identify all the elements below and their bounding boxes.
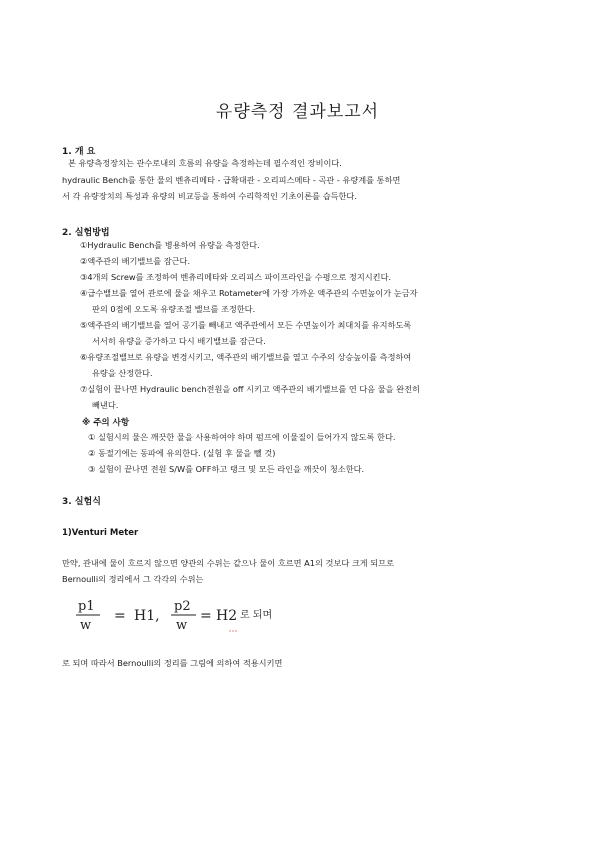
- overview-line: 본 유량측정장치는 관수로내의 흐름의 유량을 측정하는데 필수적인 장비이다.: [68, 158, 342, 168]
- eq-w1: w: [80, 618, 92, 633]
- document-title: 유량측정 결과보고서: [215, 102, 380, 122]
- method-heading: 2. 실험방법: [62, 228, 110, 238]
- method-step-cont: 판의 0점에 오도록 유량조절 밸브를 조정한다.: [92, 304, 256, 314]
- method-step-cont: 빼낸다.: [92, 400, 119, 410]
- caution-item: ② 동절기에는 동파에 유의한다. (실험 후 물을 뺄 것): [88, 448, 276, 458]
- eq-p1: p1: [78, 599, 95, 614]
- eq-h2: H2: [216, 608, 238, 624]
- method-step-cont: 유량을 산정한다.: [92, 368, 153, 378]
- formula-after: 로 되며 따라서 Bernoulli의 정리를 그림에 의하여 적용시키면: [62, 658, 283, 668]
- bernoulli-equation: [74, 596, 334, 640]
- method-step: ⑥유량조절밸브로 유량을 변경시키고, 액주관의 배기밸브를 열고 수주의 상승높이를 측정하여: [80, 352, 412, 362]
- eq-h1: H1,: [134, 608, 160, 624]
- eq-p2: p2: [174, 599, 191, 614]
- method-step: ③4개의 Screw를 조정하여 벤츄리메타와 오리피스 파이프라인을 수평으로 정지시킨다.: [80, 272, 392, 282]
- overview-line: 서 각 유량장치의 특성과 유량의 비교등을 통하여 수리학적인 기초이론를 습득한다.: [62, 191, 357, 201]
- method-step: ④급수밸브를 열어 관로에 물을 채우고 Rotameter에 가장 가까운 액주관의 수면높이가 눈금자: [80, 288, 418, 298]
- caution-item: ① 실험시의 물은 깨끗한 물을 사용하여야 하며 펌프에 이물질이 들어가지 않도록 한다.: [88, 432, 396, 442]
- caution-item: ③ 실험이 끝나면 전원 S/W를 OFF하고 탱크 및 모든 라인을 깨끗이 청소한다.: [88, 464, 365, 474]
- formula-heading: 3. 실험식: [62, 497, 101, 507]
- method-step: ①Hydraulic Bench를 병용하여 유량을 측정한다.: [80, 240, 260, 250]
- formula-line: Bernoulli의 정리에서 그 각각의 수위는: [62, 574, 204, 584]
- method-step: ⑤액주관의 배기밸브를 열어 공기를 빼내고 액주관에서 모든 수면높이가 최대치를 유지하도록: [80, 320, 412, 330]
- eq-equals: =: [200, 608, 212, 624]
- caution-heading: ※ 주의 사항: [82, 418, 130, 428]
- method-step: ②액주관의 배기밸브를 잠근다.: [80, 256, 191, 266]
- equation-graphic: [74, 596, 334, 640]
- method-step-cont: 서서히 유량을 증가하고 다시 배기밸브를 잠근다.: [92, 336, 266, 346]
- formula-line: 만약, 관내에 물이 흐르지 않으면 양관의 수위는 같으나 물이 흐르면 A1의 것보다 크게 되므로: [62, 558, 394, 568]
- method-step: ⑦실험이 끝나면 Hydraulic bench전원을 off 시키고 액주관의 배기밸브를 연 다음 물을 완전히: [80, 384, 420, 394]
- overview-heading: 1. 개 요: [62, 147, 96, 157]
- venturi-heading: 1)Venturi Meter: [62, 528, 139, 538]
- eq-equals: =: [114, 608, 126, 624]
- eq-suffix: 로 되며: [240, 610, 273, 621]
- eq-w2: w: [176, 618, 188, 633]
- overview-line: hydraulic Bench를 통한 물의 벤츄리메타 - 급확대관 - 오리피스메타 - 곡관 - 유량계를 통하면: [62, 175, 401, 185]
